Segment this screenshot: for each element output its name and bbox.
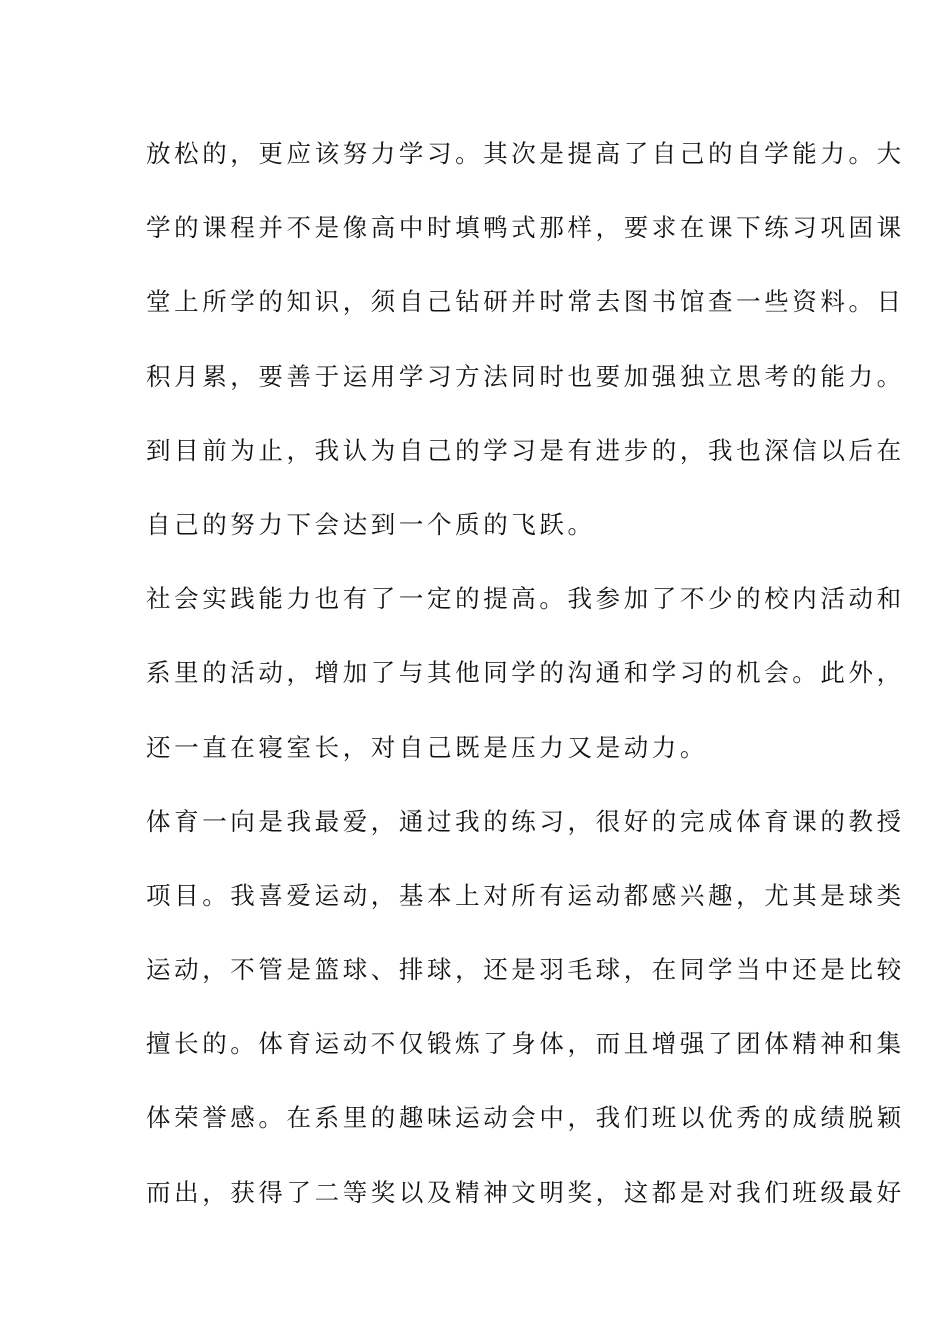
text-line: 运动，不管是篮球、排球，还是羽毛球，在同学当中还是比较 xyxy=(146,955,905,985)
text-line: 积月累，要善于运用学习方法同时也要加强独立思考的能力。 xyxy=(146,361,905,391)
text-line: 体育一向是我最爱，通过我的练习，很好的完成体育课的教授 xyxy=(146,806,905,836)
text-line: 系里的活动，增加了与其他同学的沟通和学习的机会。此外， xyxy=(146,658,905,688)
text-line: 自己的努力下会达到一个质的飞跃。 xyxy=(146,509,596,539)
text-line: 擅长的。体育运动不仅锻炼了身体，而且增强了团体精神和集 xyxy=(146,1029,905,1059)
text-line: 而出，获得了二等奖以及精神文明奖，这都是对我们班级最好 xyxy=(146,1177,905,1207)
text-line: 体荣誉感。在系里的趣味运动会中，我们班以优秀的成绩脱颖 xyxy=(146,1103,905,1133)
text-line: 项目。我喜爱运动，基本上对所有运动都感兴趣，尤其是球类 xyxy=(146,880,905,910)
text-line: 还一直在寝室长，对自己既是压力又是动力。 xyxy=(146,732,708,762)
text-line: 学的课程并不是像高中时填鸭式那样，要求在课下练习巩固课 xyxy=(146,213,905,243)
text-line: 堂上所学的知识，须自己钻研并时常去图书馆查一些资料。日 xyxy=(146,287,905,317)
text-line: 到目前为止，我认为自己的学习是有进步的，我也深信以后在 xyxy=(146,435,905,465)
text-line: 社会实践能力也有了一定的提高。我参加了不少的校内活动和 xyxy=(146,584,905,614)
text-line: 放松的，更应该努力学习。其次是提高了自己的自学能力。大 xyxy=(146,139,905,168)
body-text xyxy=(146,128,905,1241)
